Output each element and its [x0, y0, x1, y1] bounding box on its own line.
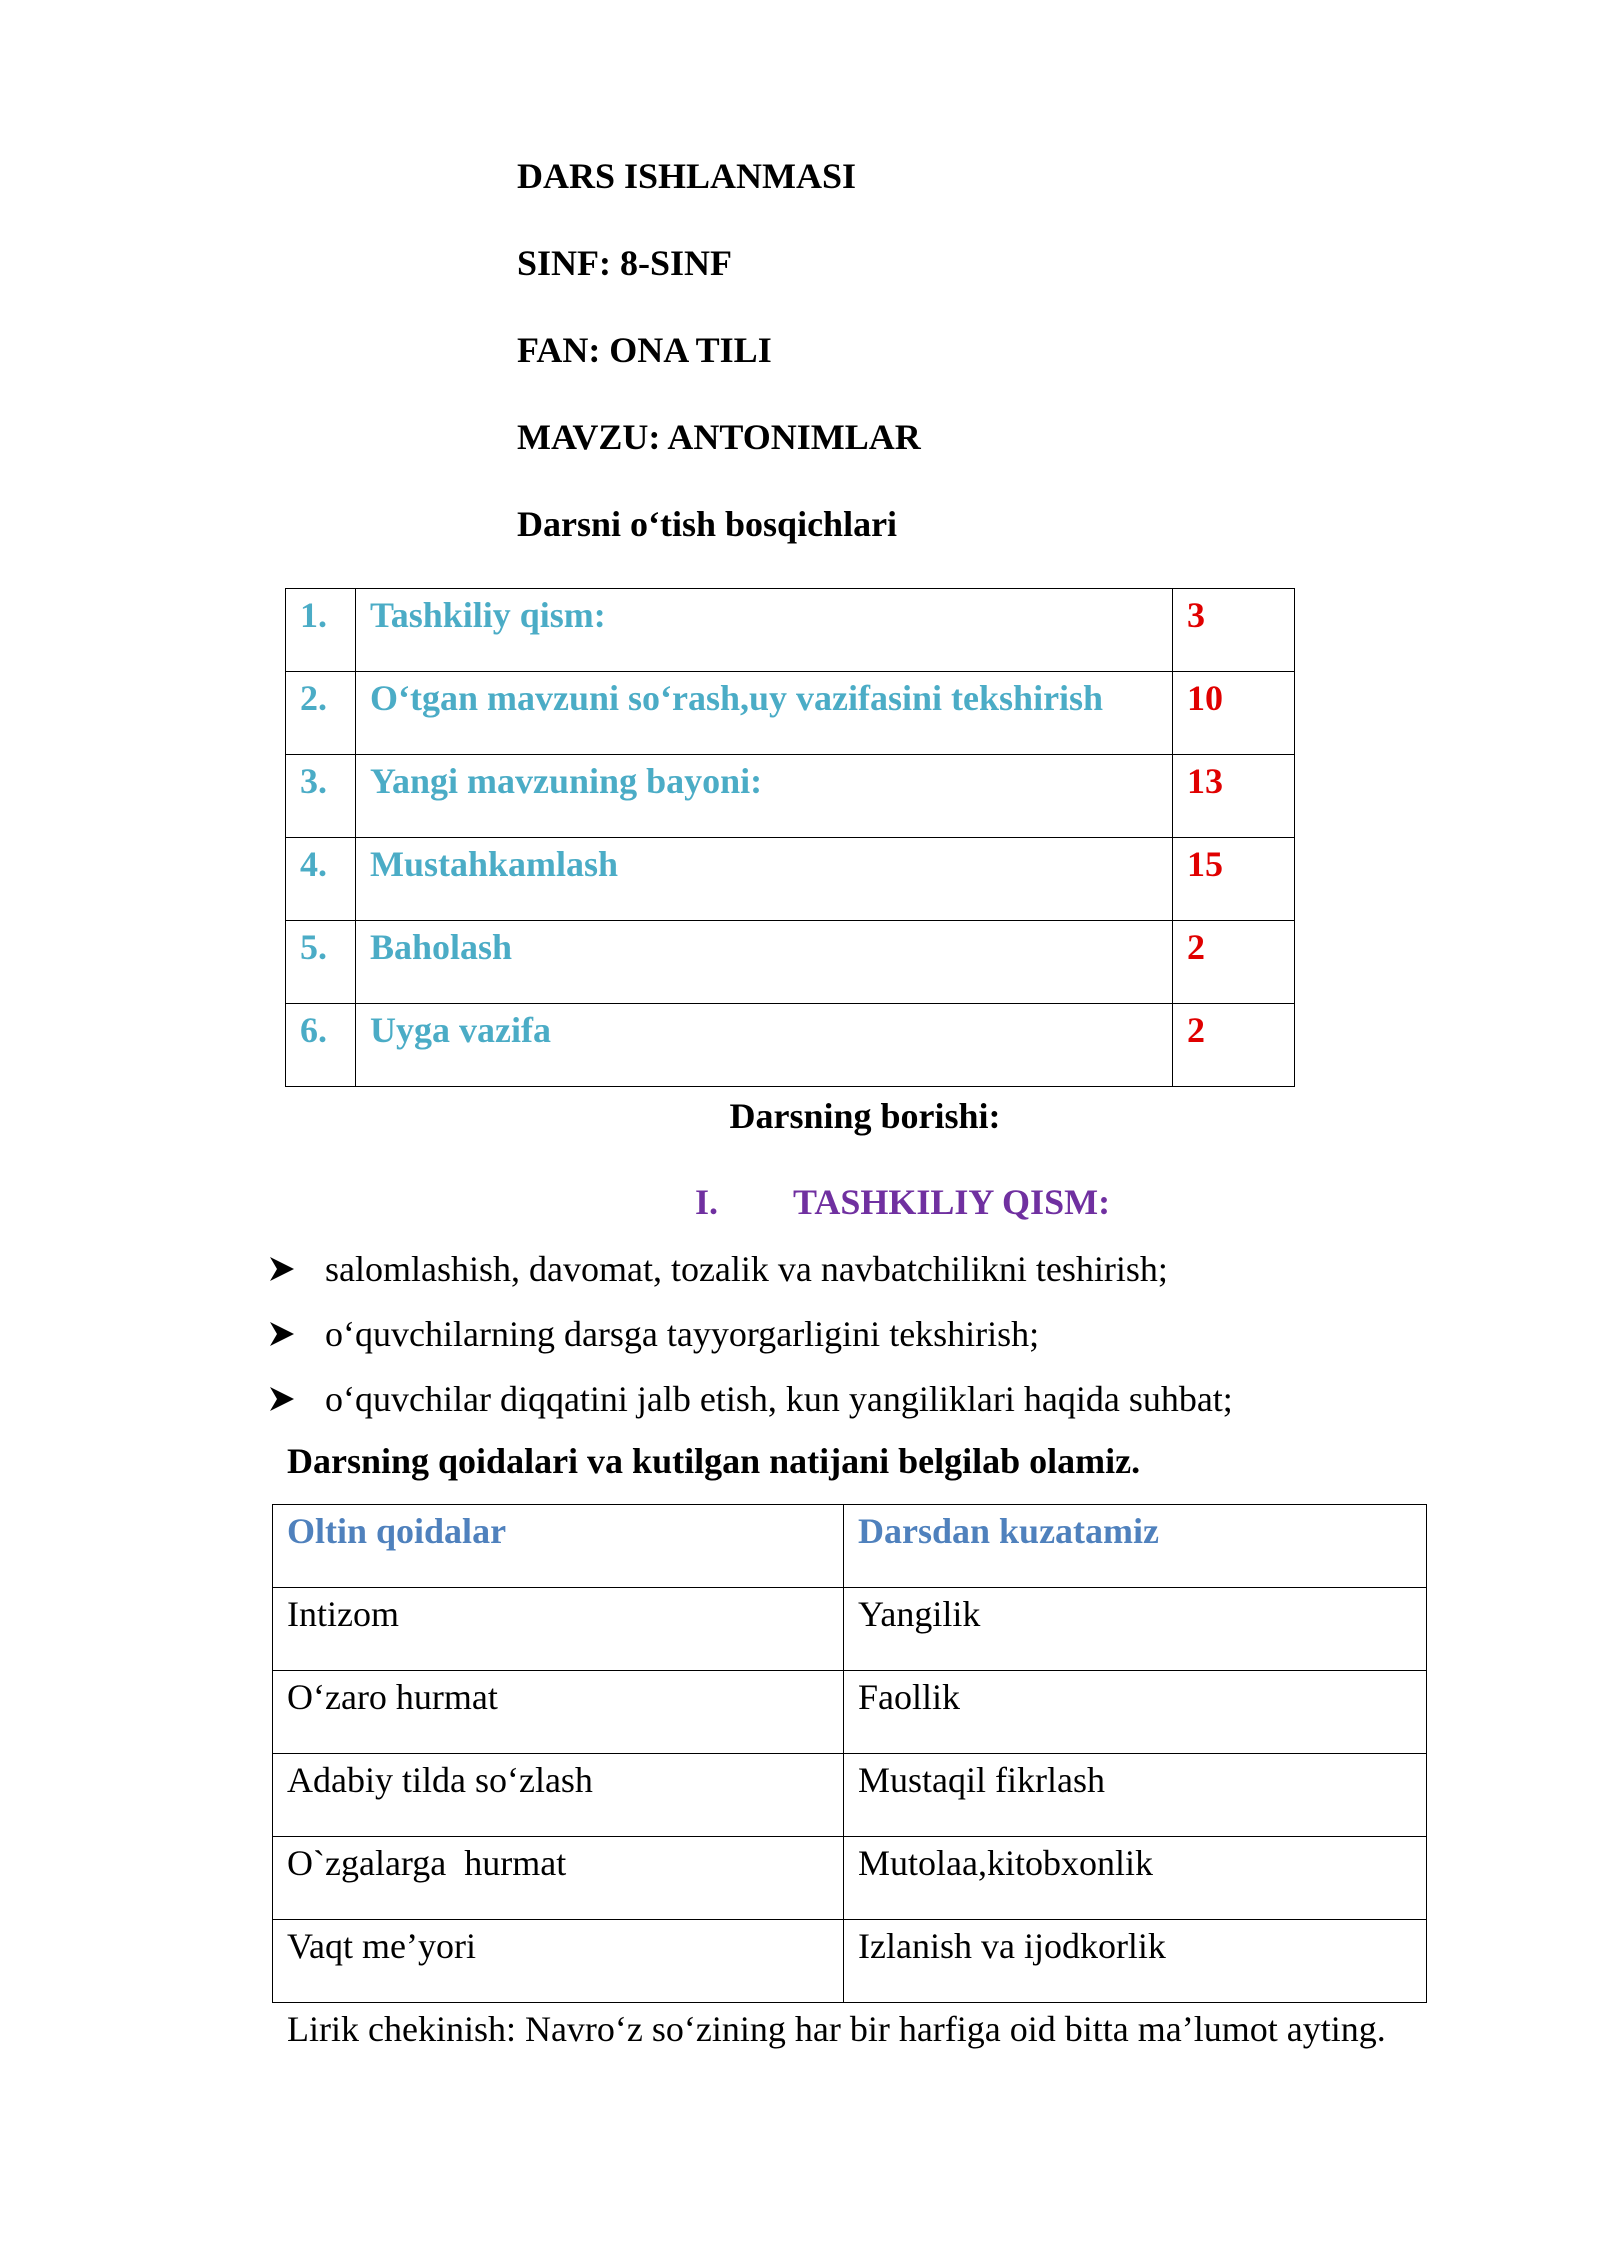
- table-header-row: [273, 1505, 1427, 1588]
- lesson-stages-table: [285, 588, 1295, 1087]
- table-row: [273, 1837, 1427, 1920]
- topic-line: MAVZU: ANTONIMLAR: [517, 417, 921, 457]
- stage-minutes: 2: [1173, 1004, 1295, 1087]
- stage-number: 3.: [286, 755, 356, 838]
- outcome-cell: Faollik: [844, 1671, 1427, 1754]
- subject-line: FAN: ONA TILI: [517, 330, 772, 370]
- course-heading: Darsning borishi:: [729, 1096, 1001, 1136]
- rules-heading: Darsning qoidalari va kutilgan natijani belgilab olamiz.: [287, 1441, 1141, 1481]
- arrowhead-bullet-icon: [268, 1385, 296, 1413]
- table-row: [286, 838, 1295, 921]
- stage-name: Mustahkamlash: [356, 838, 1173, 921]
- table-row: [273, 1671, 1427, 1754]
- stage-name: Tashkiliy qism:: [356, 589, 1173, 672]
- lyrical-digression: Lirik chekinish: Navro‘z so‘zining har bir harfiga oid bitta ma’lumot ayting.: [287, 2009, 1386, 2049]
- section-title: TASHKILIY QISM:: [793, 1182, 1111, 1222]
- rule-cell: Adabiy tilda so‘zlash: [273, 1754, 844, 1837]
- stage-name: Uyga vazifa: [356, 1004, 1173, 1087]
- table-row: [286, 921, 1295, 1004]
- table-row: [286, 755, 1295, 838]
- arrowhead-bullet-icon: [268, 1320, 296, 1348]
- bullet-text: o‘quvchilarning darsga tayyorgarligini tekshirish;: [325, 1314, 1040, 1354]
- arrowhead-bullet-icon: [268, 1255, 296, 1283]
- bullet-text: salomlashish, davomat, tozalik va navbatchilikni teshirish;: [325, 1249, 1168, 1289]
- table-row: [286, 1004, 1295, 1087]
- stage-number: 1.: [286, 589, 356, 672]
- table-row: [286, 589, 1295, 672]
- rule-cell: Intizom: [273, 1588, 844, 1671]
- outcome-cell: Mustaqil fikrlash: [844, 1754, 1427, 1837]
- table-row: [273, 1754, 1427, 1837]
- stage-name: Yangi mavzuning bayoni:: [356, 755, 1173, 838]
- stage-name: O‘tgan mavzuni so‘rash,uy vazifasini tekshirish: [356, 672, 1173, 755]
- section-number: I.: [695, 1182, 719, 1222]
- table-row: [273, 1588, 1427, 1671]
- rule-cell: O‘zaro hurmat: [273, 1671, 844, 1754]
- table-row: [273, 1920, 1427, 2003]
- bullet-text: o‘quvchilar diqqatini jalb etish, kun yangiliklari haqida suhbat;: [325, 1379, 1233, 1419]
- column-header: Oltin qoidalar: [273, 1505, 844, 1588]
- rule-cell: Vaqt me’yori: [273, 1920, 844, 2003]
- document-title: DARS ISHLANMASI: [517, 156, 857, 196]
- stage-minutes: 13: [1173, 755, 1295, 838]
- outcome-cell: Yangilik: [844, 1588, 1427, 1671]
- stages-heading: Darsni o‘tish bosqichlari: [517, 504, 898, 544]
- stage-number: 6.: [286, 1004, 356, 1087]
- outcome-cell: Mutolaa,kitobxonlik: [844, 1837, 1427, 1920]
- stage-minutes: 3: [1173, 589, 1295, 672]
- stage-number: 5.: [286, 921, 356, 1004]
- rules-table: [272, 1504, 1427, 2003]
- stage-minutes: 15: [1173, 838, 1295, 921]
- outcome-cell: Izlanish va ijodkorlik: [844, 1920, 1427, 2003]
- stage-name: Baholash: [356, 921, 1173, 1004]
- table-row: [286, 672, 1295, 755]
- stage-number: 2.: [286, 672, 356, 755]
- stage-number: 4.: [286, 838, 356, 921]
- stage-minutes: 2: [1173, 921, 1295, 1004]
- class-line: SINF: 8-SINF: [517, 243, 733, 283]
- column-header: Darsdan kuzatamiz: [844, 1505, 1427, 1588]
- stage-minutes: 10: [1173, 672, 1295, 755]
- rule-cell: O`zgalarga hurmat: [273, 1837, 844, 1920]
